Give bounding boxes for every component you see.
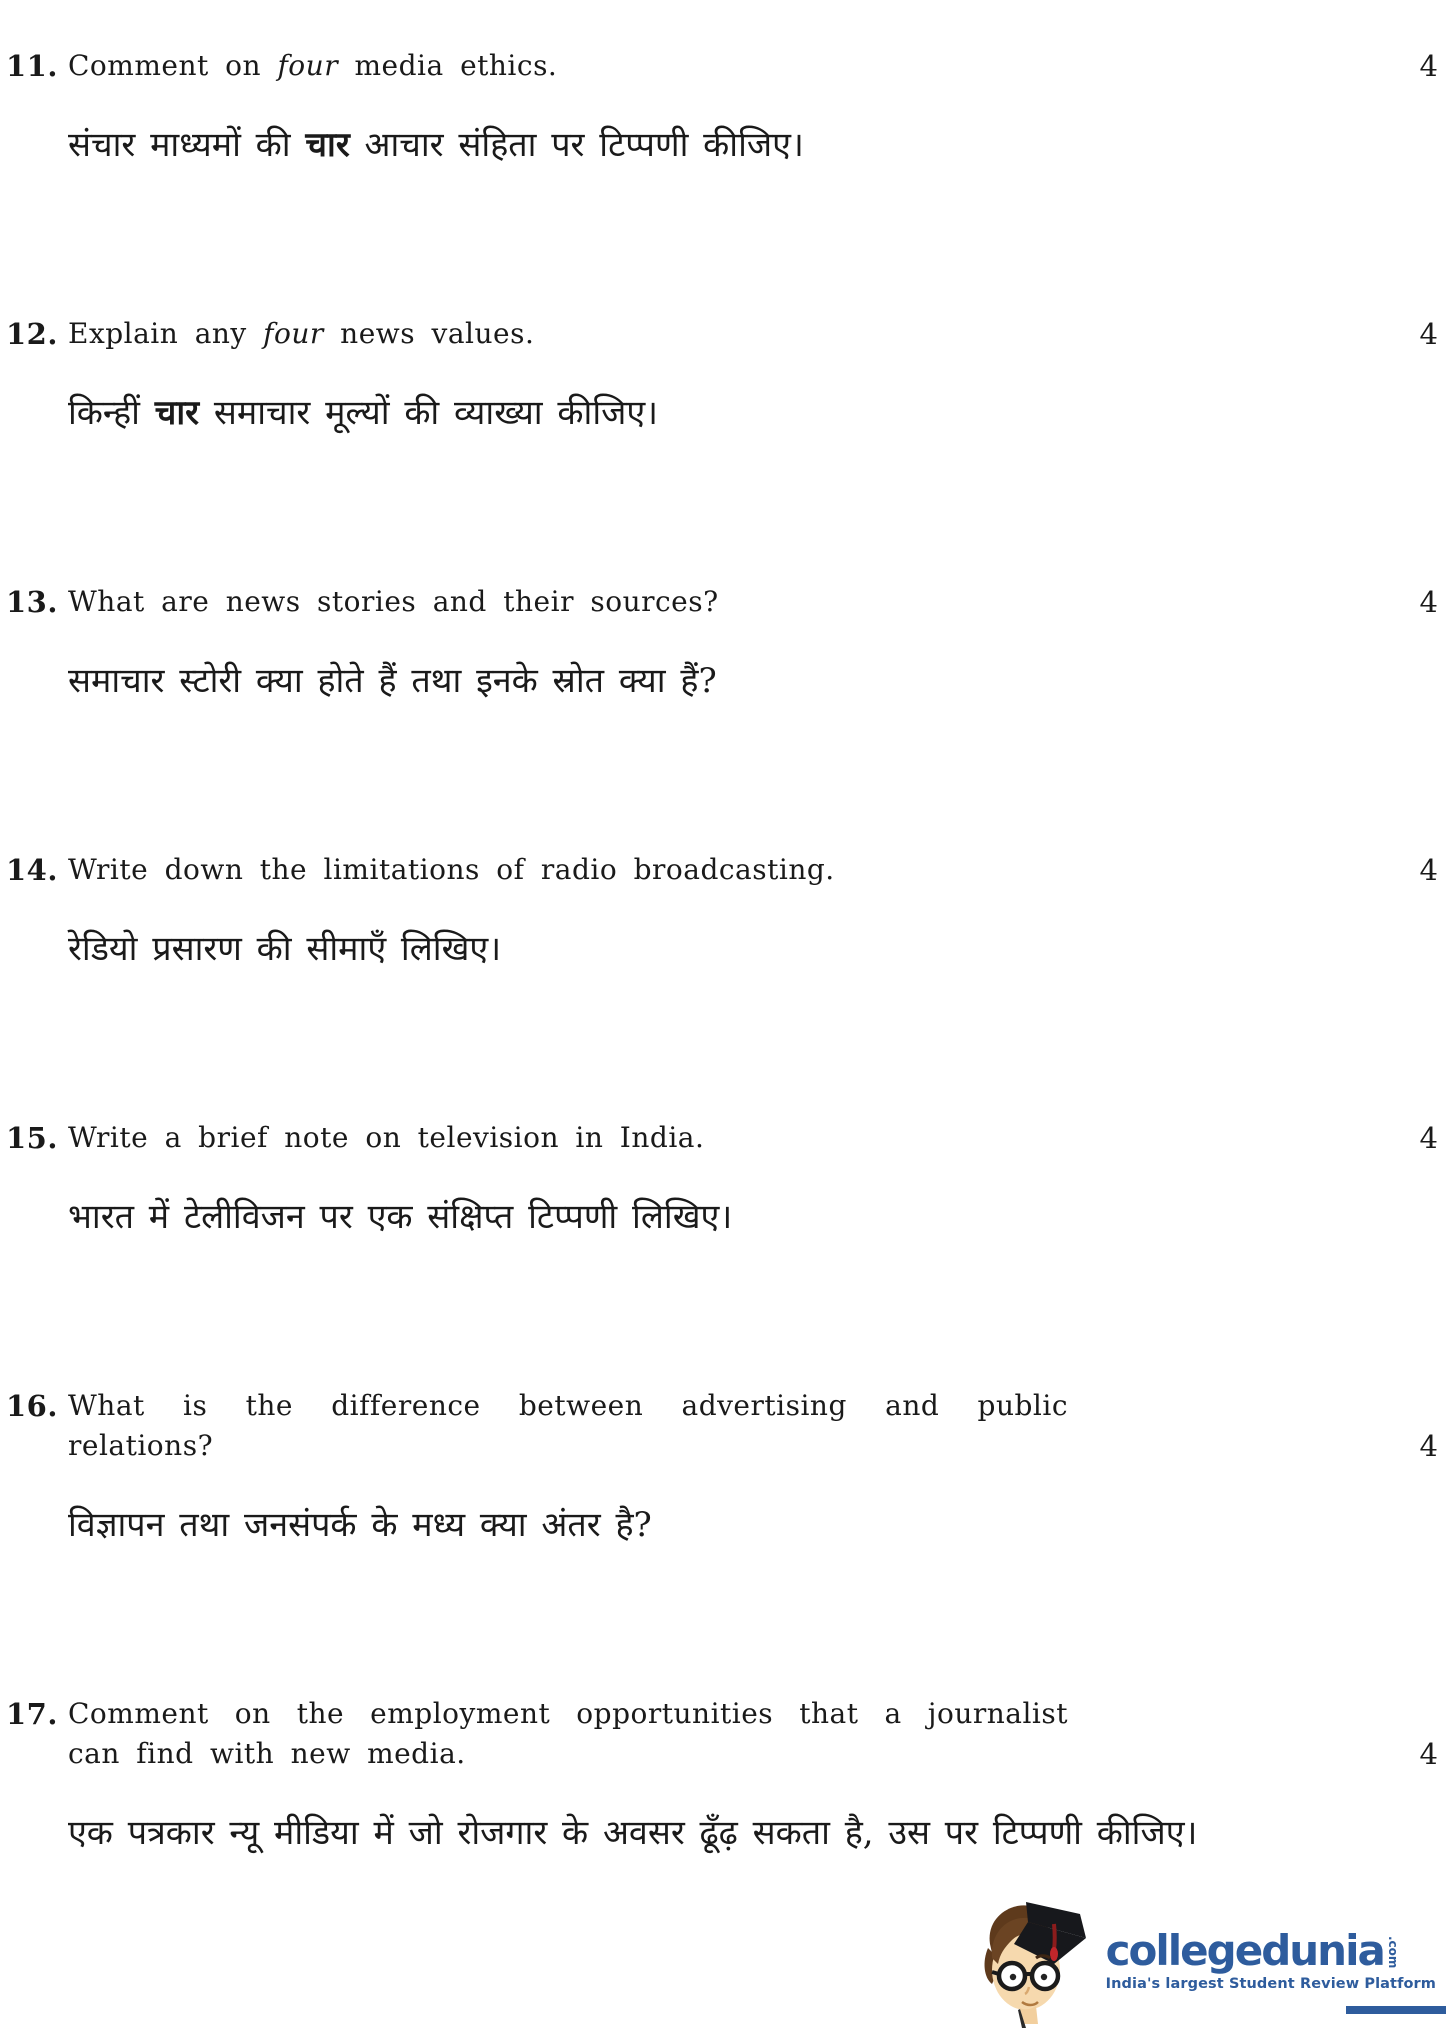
footer-accent-bar [1346,2006,1446,2014]
question-item-17 [6,1694,1438,1858]
italic-word: four [263,317,324,350]
question-marks: 4 [1419,49,1438,83]
brand-text: collegedunia [1105,1926,1384,1975]
collegedunia-mascot-icon [968,1892,1100,2028]
question-number: 13. [6,585,58,619]
question-number: 15. [6,1121,58,1155]
question-text-english: What is the difference between advertising and public relations? [68,1389,1068,1462]
question-text-hindi: समाचार स्टोरी क्या होते हैं तथा इनके स्रोत क्या हैं? [68,661,717,701]
question-text-english: Write a brief note on television in India. [68,1121,705,1154]
italic-word: four [277,49,339,82]
question-marks: 4 [1419,853,1438,887]
question-text-english: Explain any four news values. [68,317,535,350]
bold-word: चार [305,125,350,165]
question-number: 16. [6,1389,58,1423]
brand-tagline: India's largest Student Review Platform [1105,1976,1436,1992]
question-text-english: Comment on the employment opportunities that a journalist can find with new media. [68,1697,1068,1770]
question-text-hindi: विज्ञापन तथा जनसंपर्क के मध्य क्या अंतर है? [68,1505,652,1545]
question-marks: 4 [1419,1121,1438,1155]
question-item-11 [6,46,1438,170]
question-marks: 4 [1419,317,1438,351]
question-item-14 [6,850,1438,974]
question-item-15 [6,1118,1438,1242]
question-item-13 [6,582,1438,706]
question-text-english: Write down the limitations of radio broadcasting. [68,853,835,886]
question-text-hindi: एक पत्रकार न्यू मीडिया में जो रोजगार के अवसर ढूँढ़ सकता है, उस पर टिप्पणी कीजिए। [68,1813,1198,1853]
question-marks: 4 [1419,1429,1438,1463]
bold-word: चार [154,393,200,433]
question-item-12 [6,314,1438,438]
question-number: 11. [6,49,58,83]
question-text-english: What are news stories and their sources? [68,585,719,618]
question-text-hindi: संचार माध्यमों की चार आचार संहिता पर टिप्पणी कीजिए। [68,125,804,165]
question-item-16 [6,1386,1438,1550]
question-text-hindi: भारत में टेलीविजन पर एक संक्षिप्त टिप्पणी लिखिए। [68,1197,733,1237]
question-marks: 4 [1419,585,1438,619]
question-number: 17. [6,1697,58,1731]
question-number: 14. [6,853,58,887]
question-number: 12. [6,317,58,351]
question-text-hindi: रेडियो प्रसारण की सीमाएँ लिखिए। [68,929,502,969]
question-marks: 4 [1419,1737,1438,1771]
brand-domain-suffix: .com [1385,1936,1400,1969]
question-text-english: Comment on four media ethics. [68,49,558,82]
question-text-hindi: किन्हीं चार समाचार मूल्यों की व्याख्या कीजिए। [68,393,659,433]
